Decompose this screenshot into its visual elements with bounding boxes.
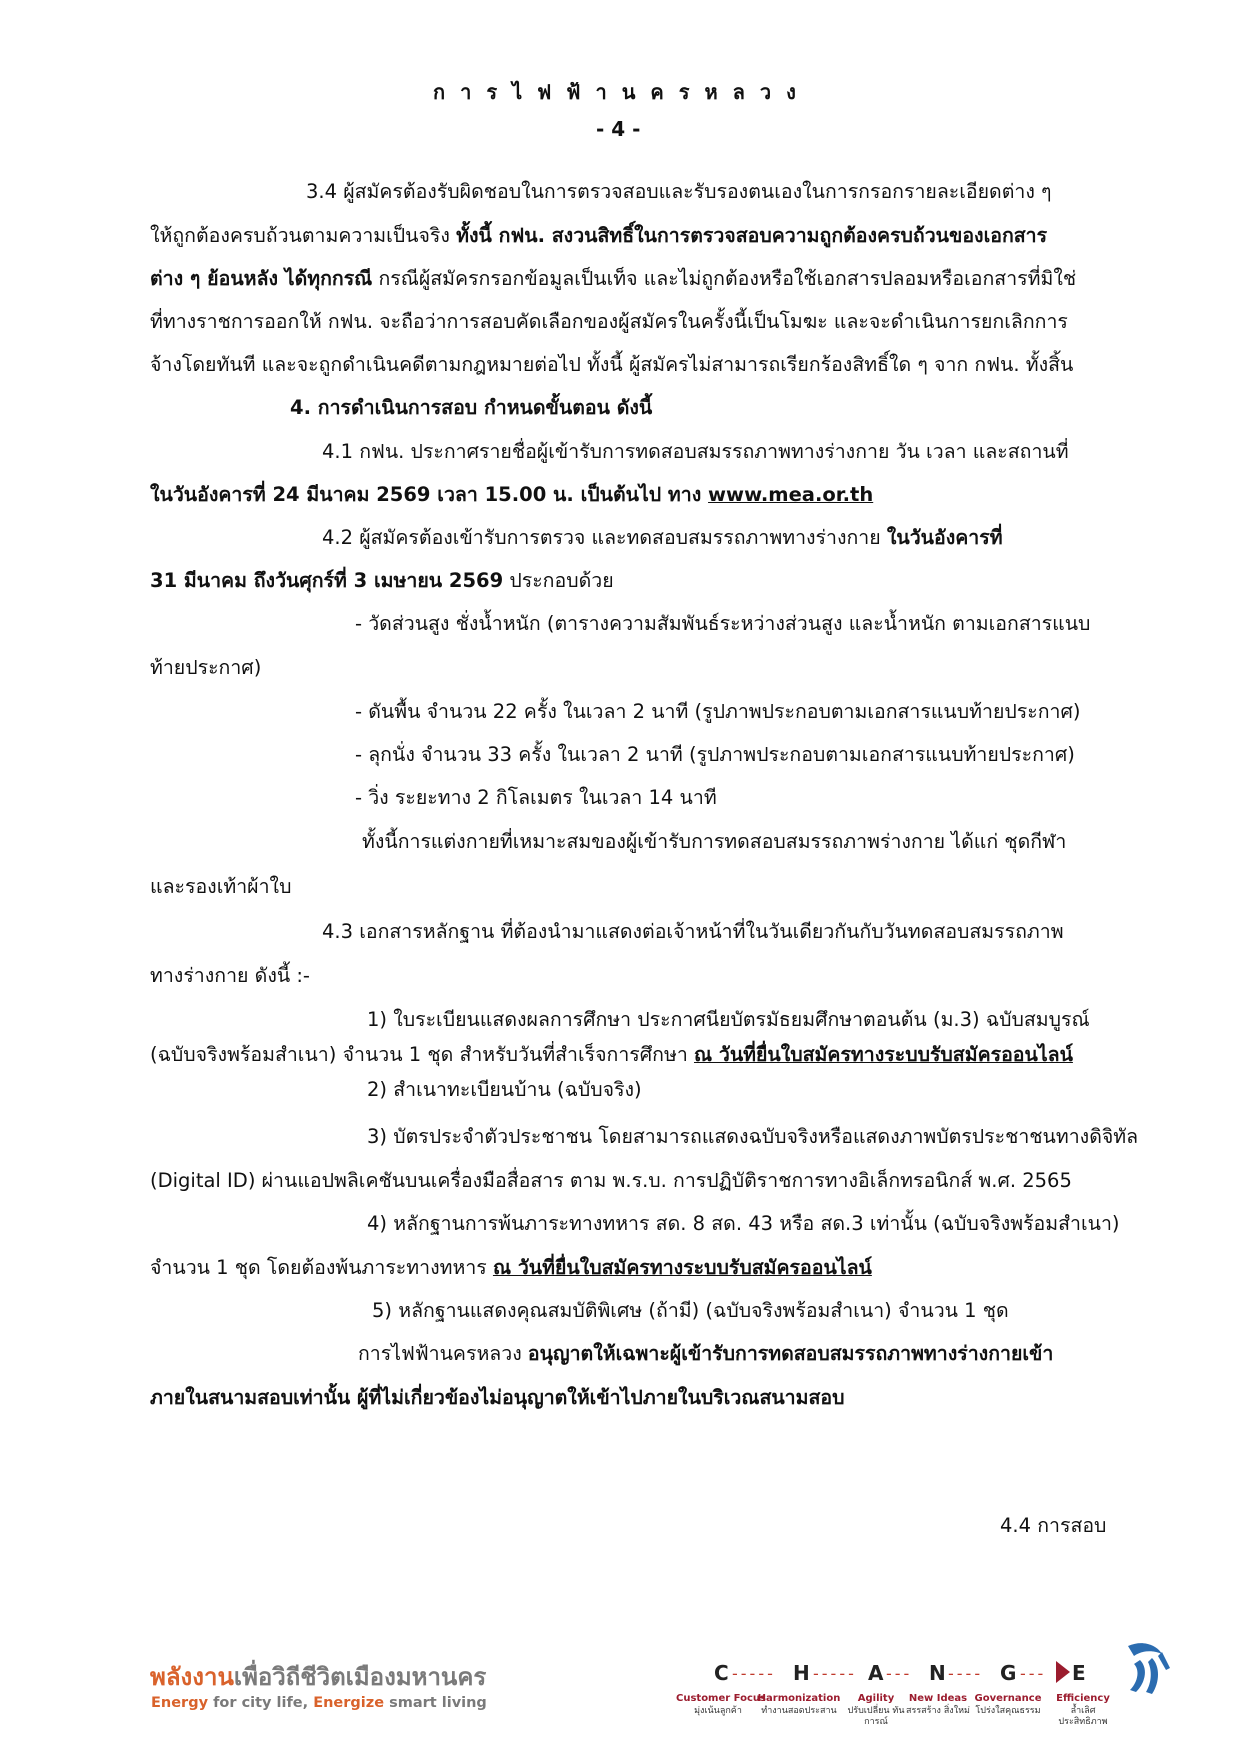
tagline-en-city: for city life, (208, 1695, 314, 1711)
tagline-th-accent: พลังงาน (150, 1663, 234, 1691)
test-item-run: - วิ่ง ระยะทาง 2 กิโลเมตร ในเวลา 14 นาที (355, 786, 717, 809)
test-item-height-weight-cont: ท้ายประกาศ) (150, 656, 262, 679)
document-header-org: การไฟฟ้านครหลวง (433, 80, 811, 104)
s34-line-2-bold: ทั้งนี้ กฟน. สงวนสิทธิ์ในการตรวจสอบความถูกต้องครบถ้วนของเอกสาร (456, 224, 1048, 247)
s34-line-3-normal: กรณีผู้สมัครกรอกข้อมูลเป็นเท็จ และไม่ถูกต้องหรือใช้เอกสารปลอมหรือเอกสารที่มิใช่ (372, 267, 1077, 290)
s34-line-5: จ้างโดยทันที และจะถูกดำเนินคดีตามกฎหมายต่อไป ทั้งนี้ ผู้สมัครไม่สามารถเรียกร้องสิทธิ์ใด ๆ จาก กฟน. ทั้งสิ้น (150, 353, 1074, 376)
test-item-pushup: - ดันพื้น จำนวน 22 ครั้ง ในเวลา 2 นาที (รูปภาพประกอบตามเอกสารแนบท้ายประกาศ) (355, 700, 1081, 723)
dress-code-line-1: ทั้งนี้การแต่งกายที่เหมาะสมของผู้เข้ารับการทดสอบสมรรถภาพร่างกาย ได้แก่ ชุดกีฬา (362, 830, 1067, 853)
change-label-th: ปรับเปลี่ยน ทันการณ์ (847, 1706, 905, 1727)
change-letter-e: E (1072, 1661, 1086, 1685)
test-item-height-weight: - วัดส่วนสูง ชั่งน้ำหนัก (ตารางความสัมพันธ์ระหว่างส่วนสูง และน้ำหนัก ตามเอกสารแนบ (355, 612, 1091, 635)
tagline-en-smart: smart living (384, 1695, 487, 1711)
doc-item-1-line-1: 1) ใบระเบียนแสดงผลการศึกษา ประกาศนียบัตรมัธยมศึกษาตอนต้น (ม.3) ฉบับสมบูรณ์ (367, 1008, 1090, 1031)
doc-item-2: 2) สำเนาทะเบียนบ้าน (ฉบับจริง) (367, 1078, 642, 1101)
dress-code-line-2: และรองเท้าผ้าใบ (150, 875, 292, 898)
final-note-bold: อนุญาตให้เฉพาะผู้เข้ารับการทดสอบสมรรถภาพทางร่างกายเข้า (527, 1342, 1054, 1365)
footer-tagline-th (150, 1657, 486, 1696)
section-4-heading: 4. การดำเนินการสอบ กำหนดขั้นตอน ดังนี้ (290, 396, 653, 419)
change-label-th: มุ่งเน้นลูกค้า (694, 1706, 742, 1716)
doc-item-4-deadline: ณ วันที่ยื่นใบสมัครทางระบบรับสมัครออนไลน์ (492, 1256, 872, 1279)
s41-line-1: 4.1 กฟน. ประกาศรายชื่อผู้เข้ารับการทดสอบสมรรถภาพทางร่างกาย วัน เวลา และสถานที่ (322, 440, 1069, 463)
final-note-normal: การไฟฟ้านครหลวง (358, 1342, 528, 1365)
s34-line-3 (150, 264, 1076, 294)
s34-line-3-bold: ต่าง ๆ ย้อนหลัง ได้ทุกกรณี (150, 267, 373, 290)
mea-website-link[interactable]: www.mea.or.th (708, 483, 874, 506)
s34-line-1: 3.4 ผู้สมัครต้องรับผิดชอบในการตรวจสอบและรับรองตนเองในการกรอกรายละเอียดต่าง ๆ (306, 180, 1052, 203)
change-label-en: Agility (857, 1693, 895, 1704)
change-dash: --- (1020, 1664, 1047, 1683)
final-note-line-2: ภายในสนามสอบเท่านั้น ผู้ที่ไม่เกี่ยวข้องไม่อนุญาตให้เข้าไปภายในบริเวณสนามสอบ (150, 1386, 845, 1409)
change-label-en: Governance (974, 1693, 1042, 1704)
test-item-situp: - ลุกนั่ง จำนวน 33 ครั้ง ในเวลา 2 นาที (รูปภาพประกอบตามเอกสารแนบท้ายประกาศ) (355, 743, 1075, 766)
tagline-en-energy: Energy (151, 1695, 209, 1711)
final-note-line-1 (358, 1339, 1053, 1369)
tagline-en-energize: Energize (313, 1695, 385, 1711)
s41-line-2 (150, 480, 873, 510)
doc-item-1-line-2 (150, 1040, 1073, 1070)
s42-line-2 (150, 566, 614, 596)
change-label-th: ทำงานสอดประสาน (761, 1706, 837, 1716)
arrow-icon (1056, 1661, 1070, 1683)
doc-item-5: 5) หลักฐานแสดงคุณสมบัติพิเศษ (ถ้ามี) (ฉบับจริงพร้อมสำเนา) จำนวน 1 ชุด (372, 1299, 1009, 1322)
change-dash: ----- (732, 1664, 776, 1683)
change-letter-c: C (714, 1661, 729, 1685)
change-label-en: Efficiency (1056, 1693, 1110, 1704)
doc-item-4-normal: จำนวน 1 ชุด โดยต้องพ้นภาระทางทหาร (150, 1256, 493, 1279)
doc-item-1-deadline: ณ วันที่ยื่นใบสมัครทางระบบรับสมัครออนไลน์ (693, 1043, 1073, 1066)
change-dash: ----- (813, 1664, 857, 1683)
doc-item-3-line-1: 3) บัตรประจำตัวประชาชน โดยสามารถแสดงฉบับจริงหรือแสดงภาพบัตรประชาชนทางดิจิทัล (367, 1125, 1139, 1148)
change-label-th: โปร่งใสคุณธรรม (975, 1706, 1041, 1716)
change-label-th: สรรสร้าง สิ่งใหม่ (906, 1706, 970, 1716)
change-label-en: New Ideas (908, 1693, 968, 1704)
s43-line-2: ทางร่างกาย ดังนี้ :- (150, 964, 310, 987)
doc-item-4-line-1: 4) หลักฐานการพ้นภาระทางทหาร สด. 8 สด. 43 หรือ สด.3 เท่านั้น (ฉบับจริงพร้อมสำเนา) (367, 1212, 1120, 1235)
s42-line-2-normal: ประกอบด้วย (503, 569, 614, 592)
s43-line-1: 4.3 เอกสารหลักฐาน ที่ต้องนำมาแสดงต่อเจ้าหน้าที่ในวันเดียวกันกับวันทดสอบสมรรถภาพ (322, 920, 1064, 943)
change-letter-h: H (793, 1661, 810, 1685)
s34-line-4: ที่ทางราชการออกให้ กฟน. จะถือว่าการสอบคัดเลือกของผู้สมัครในครั้งนี้เป็นโมฆะ และจะดำเนินการยกเลิกการ (150, 310, 1068, 333)
s42-line-1 (322, 523, 1003, 553)
mea-logo-icon (1122, 1638, 1174, 1698)
doc-item-4-line-2 (150, 1253, 872, 1283)
s34-line-2 (150, 221, 1047, 251)
footer-tagline-en (151, 1695, 487, 1711)
change-label-en: Harmonization (757, 1693, 841, 1704)
tagline-th-rest: เพื่อวิถีชีวิตเมืองมหานคร (233, 1663, 487, 1691)
s42-line-1-normal: 4.2 ผู้สมัครต้องเข้ารับการตรวจ และทดสอบสมรรถภาพทางร่างกาย (322, 526, 887, 549)
doc-item-1-normal: (ฉบับจริงพร้อมสำเนา) จำนวน 1 ชุด สำหรับวันที่สำเร็จการศึกษา (150, 1043, 694, 1066)
page-number: - 4 - (596, 117, 641, 141)
continuation-marker: 4.4 การสอบ (1000, 1514, 1107, 1537)
change-dash: --- (886, 1664, 913, 1683)
change-letter-n: N (929, 1661, 946, 1685)
s41-date: ในวันอังคารที่ 24 มีนาคม 2569 เวลา 15.00 น. เป็นต้นไป ทาง (150, 483, 709, 506)
s42-line-1-bold: ในวันอังคารที่ (886, 526, 1003, 549)
change-dash: ---- (948, 1664, 984, 1683)
change-label-th: ล้ำเลิศ ประสิทธิภาพ (1058, 1706, 1108, 1727)
change-letter-a: A (868, 1661, 884, 1685)
s42-date-range: 31 มีนาคม ถึงวันศุกร์ที่ 3 เมษายน 2569 (150, 569, 504, 592)
doc-item-3-line-2: (Digital ID) ผ่านแอปพลิเคชันบนเครื่องมือสื่อสาร ตาม พ.ร.บ. การปฏิบัติราชการทางอิเล็กทรอนิกส์ พ.ศ. 2565 (150, 1169, 1072, 1192)
change-letter-g: G (1000, 1661, 1017, 1685)
change-label-en: Customer Focus (676, 1693, 766, 1704)
s34-line-2-normal: ให้ถูกต้องครบถ้วนตามความเป็นจริง (150, 224, 457, 247)
